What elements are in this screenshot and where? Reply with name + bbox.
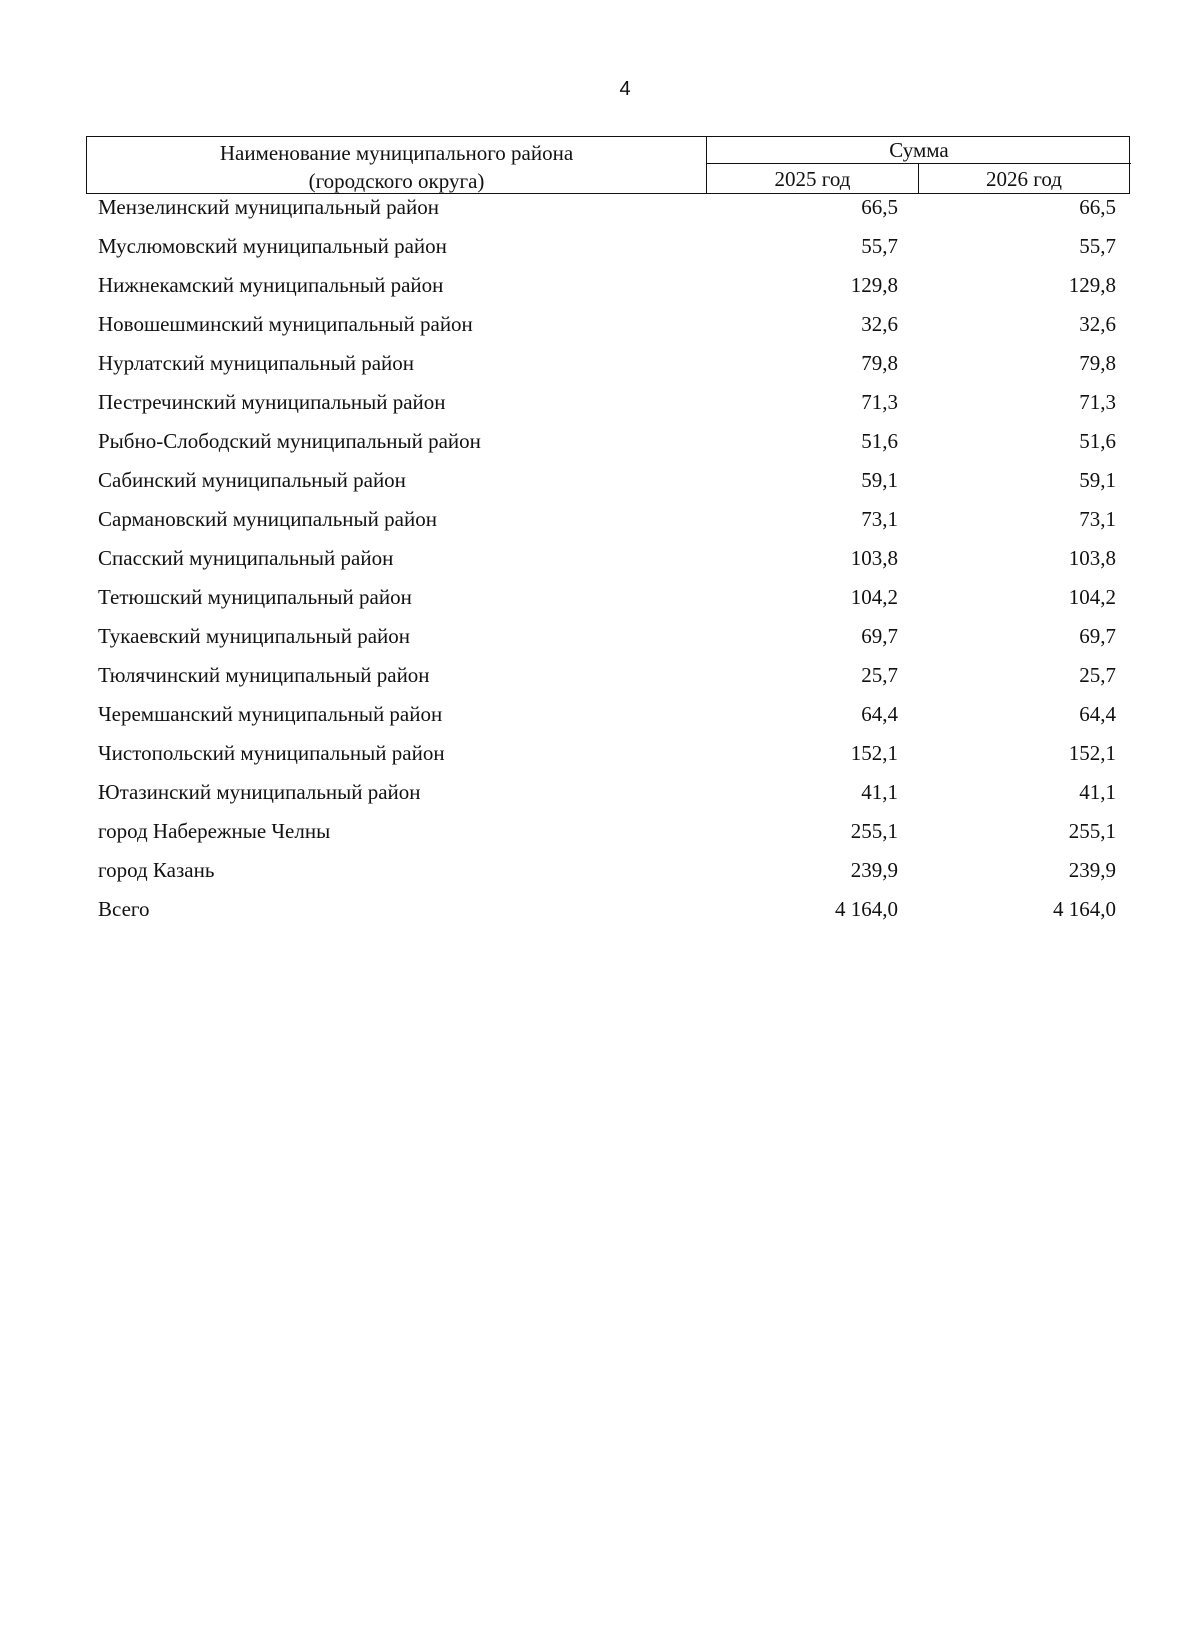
table-row [86,311,1130,350]
page-number: 4 [619,78,631,100]
table-row [86,233,1130,272]
row-value-2025: 32,6 [861,312,898,336]
row-value-2026: 41,1 [1079,780,1116,804]
row-value-2025: 255,1 [850,819,898,843]
header-name-line1: Наименование муниципального района [219,141,574,165]
row-value-2025: 103,8 [850,546,898,570]
table-row [86,506,1130,545]
row-name: Пестречинский муниципальный район [98,390,446,414]
table-row [86,584,1130,623]
row-value-2026: 64,4 [1079,702,1116,726]
table-row [86,623,1130,662]
row-value-2025: 79,8 [861,351,898,375]
table-body [86,194,1130,935]
header-sum: Сумма [707,137,1131,164]
row-value-2026: 255,1 [1068,819,1116,843]
row-name: Всего [98,897,150,921]
row-value-2025: 71,3 [861,390,898,414]
row-value-2025: 129,8 [850,273,898,297]
row-name: Черемшанский муниципальный район [98,702,443,726]
row-value-2026: 25,7 [1079,663,1116,687]
table-row [86,662,1130,701]
table-header [86,136,1130,194]
header-year-2026: 2026 год [986,167,1062,191]
header-name-column [87,137,707,193]
row-value-2026: 103,8 [1068,546,1116,570]
row-value-2026: 104,2 [1068,585,1116,609]
row-value-2025: 51,6 [861,429,898,453]
row-name: Рыбно-Слободский муниципальный район [98,429,481,453]
row-name: Чистопольский муниципальный район [98,741,445,765]
row-name: Ютазинский муниципальный район [98,780,421,804]
row-value-2026: 79,8 [1079,351,1116,375]
header-year-2025: 2025 год [707,164,919,193]
row-name: Муслюмовский муниципальный район [98,234,447,258]
table-row [86,896,1130,935]
table-row [86,818,1130,857]
row-value-2026: 73,1 [1079,507,1116,531]
table-row [86,545,1130,584]
table-row [86,428,1130,467]
row-value-2025: 69,7 [861,624,898,648]
row-name: Сабинский муниципальный район [98,468,406,492]
row-name: Новошешминский муниципальный район [98,312,473,336]
row-name: Сармановский муниципальный район [98,507,437,531]
row-value-2026: 71,3 [1079,390,1116,414]
row-value-2026: 129,8 [1068,273,1116,297]
row-value-2026: 239,9 [1068,858,1116,882]
row-value-2025: 66,5 [861,195,898,219]
header-name-line2: (городского округа) [308,169,485,193]
table-row [86,350,1130,389]
table-row [86,779,1130,818]
row-value-2025: 104,2 [850,585,898,609]
row-value-2026: 32,6 [1079,312,1116,336]
row-value-2025: 64,4 [861,702,898,726]
row-name: Тюлячинский муниципальный район [98,663,430,687]
row-name: город Набережные Челны [98,819,331,843]
row-value-2026: 66,5 [1079,195,1116,219]
table-row [86,857,1130,896]
row-value-2026: 152,1 [1068,741,1116,765]
table-row [86,740,1130,779]
row-value-2025: 152,1 [850,741,898,765]
row-value-2026: 69,7 [1079,624,1116,648]
row-name: Мензелинский муниципальный район [98,195,439,219]
row-value-2025: 73,1 [861,507,898,531]
row-name: Спасский муниципальный район [98,546,394,570]
row-value-2025: 239,9 [850,858,898,882]
table-row [86,194,1130,233]
table-row [86,272,1130,311]
row-value-2026: 59,1 [1079,468,1116,492]
row-value-2026: 55,7 [1079,234,1116,258]
row-value-2025: 4 164,0 [835,897,898,921]
table-row [86,701,1130,740]
row-value-2025: 41,1 [861,780,898,804]
row-name: Тукаевский муниципальный район [98,624,411,648]
table-row [86,389,1130,428]
row-value-2026: 4 164,0 [1053,897,1116,921]
row-value-2025: 25,7 [861,663,898,687]
row-value-2025: 55,7 [861,234,898,258]
row-value-2026: 51,6 [1079,429,1116,453]
row-value-2025: 59,1 [861,468,898,492]
row-name: Тетюшский муниципальный район [98,585,412,609]
row-name: город Казань [98,858,215,882]
row-name: Нурлатский муниципальный район [98,351,415,375]
table-row [86,467,1130,506]
row-name: Нижнекамский муниципальный район [98,273,444,297]
